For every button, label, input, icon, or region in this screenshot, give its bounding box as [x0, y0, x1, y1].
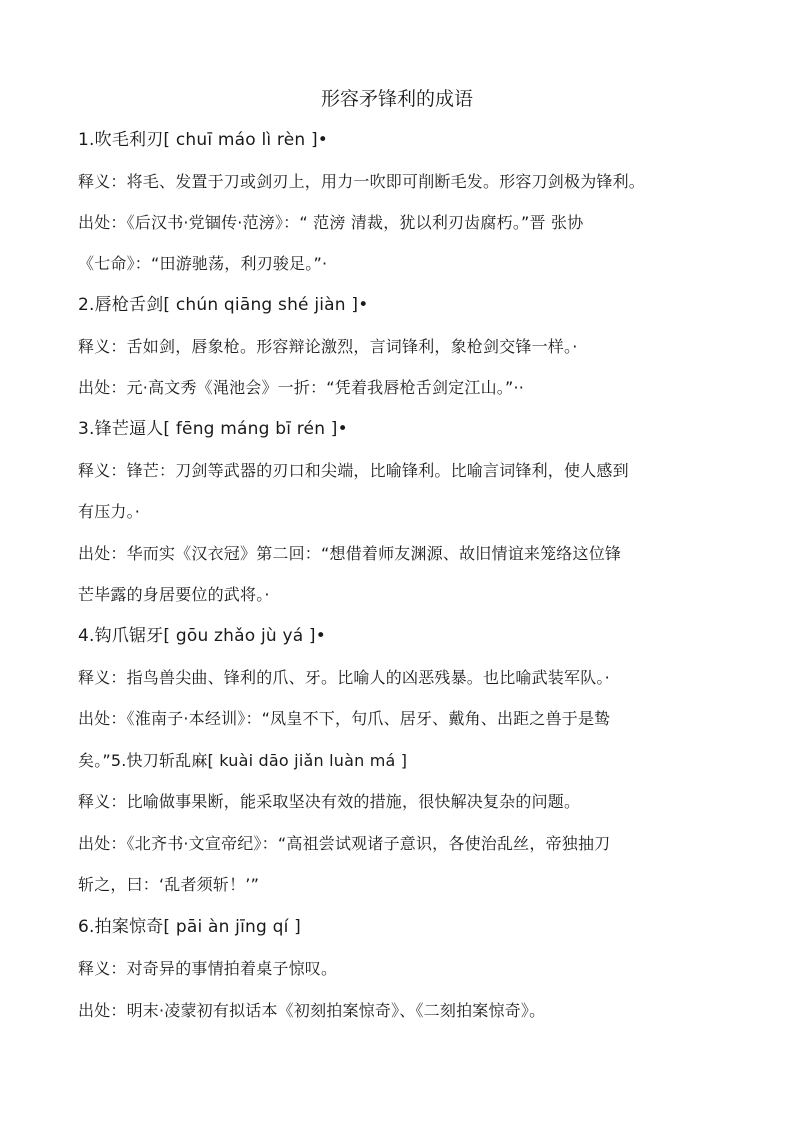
idiom-heading-6: 6.拍案惊奇[ pāi àn jīng qí ] [78, 917, 301, 937]
idiom-heading-2: 2.唇枪舌剑[ chún qiāng shé jiàn ]• [78, 295, 369, 315]
idiom-heading-4: 4.钩爪锯牙[ gōu zhǎo jù yá ]• [78, 626, 326, 646]
source-line: 出处：明末·凌蒙初有拟话本《初刻拍案惊奇》、《二刻拍案惊奇》。 [78, 1001, 546, 1020]
definition-line: 释义：比喻做事果断，能采取坚决有效的措施，很快解决复杂的问题。 [78, 792, 581, 811]
source-line: 《七命》：“田游驰荡，利刃骏足。”· [78, 254, 328, 273]
source-line-with-heading-5: 矣。”5.快刀斩乱麻[ kuài dāo jiǎn luàn má ] [78, 751, 408, 770]
definition-line: 释义：将毛、发置于刀或剑刃上，用力一吹即可削断毛发。形容刀剑极为锋利。 [78, 172, 646, 191]
source-line: 斩之，曰：‘乱者须斩！’” [78, 875, 260, 894]
source-line: 出处：《后汉书·党锢传·范滂》：“ 范滂 清裁，犹以利刃齿腐朽。”晋 张协 [78, 213, 584, 232]
source-line: 出处：元·高文秀《渑池会》一折：“凭着我唇枪舌剑定江山。”·· [78, 378, 525, 397]
definition-line: 释义：舌如剑，唇象枪。形容辩论激烈，言词锋利，象枪剑交锋一样。· [78, 337, 578, 356]
idiom-heading-3: 3.锋芒逼人[ fēng máng bī rén ]• [78, 419, 348, 439]
source-line: 出处：《北齐书·文宣帝纪》：“高祖尝试观诸子意识，各使治乱丝，帝独抽刀 [78, 834, 611, 853]
definition-line: 释义：对奇异的事情拍着桌子惊叹。 [78, 959, 338, 978]
source-line: 出处：华而实《汉衣冠》第二回：“想借着师友渊源、故旧情谊来笼络这位锋 [78, 544, 622, 563]
definition-line: 有压力。· [78, 502, 141, 521]
source-line: 芒毕露的身居要位的武将。· [78, 585, 270, 604]
page-title: 形容矛锋利的成语 [320, 88, 473, 110]
idiom-heading-1: 1.吹毛利刃[ chuī máo lì rèn ]• [78, 130, 329, 150]
source-line: 出处：《淮南子·本经训》：“凤皇不下，句爪、居牙、戴角、出距之兽于是鸷 [78, 709, 611, 728]
definition-line: 释义：锋芒：刀剑等武器的刃口和尖端，比喻锋利。比喻言词锋利，使人感到 [78, 461, 629, 480]
definition-line: 释义：指鸟兽尖曲、锋利的爪、牙。比喻人的凶恶残暴。也比喻武装军队。· [78, 668, 610, 687]
